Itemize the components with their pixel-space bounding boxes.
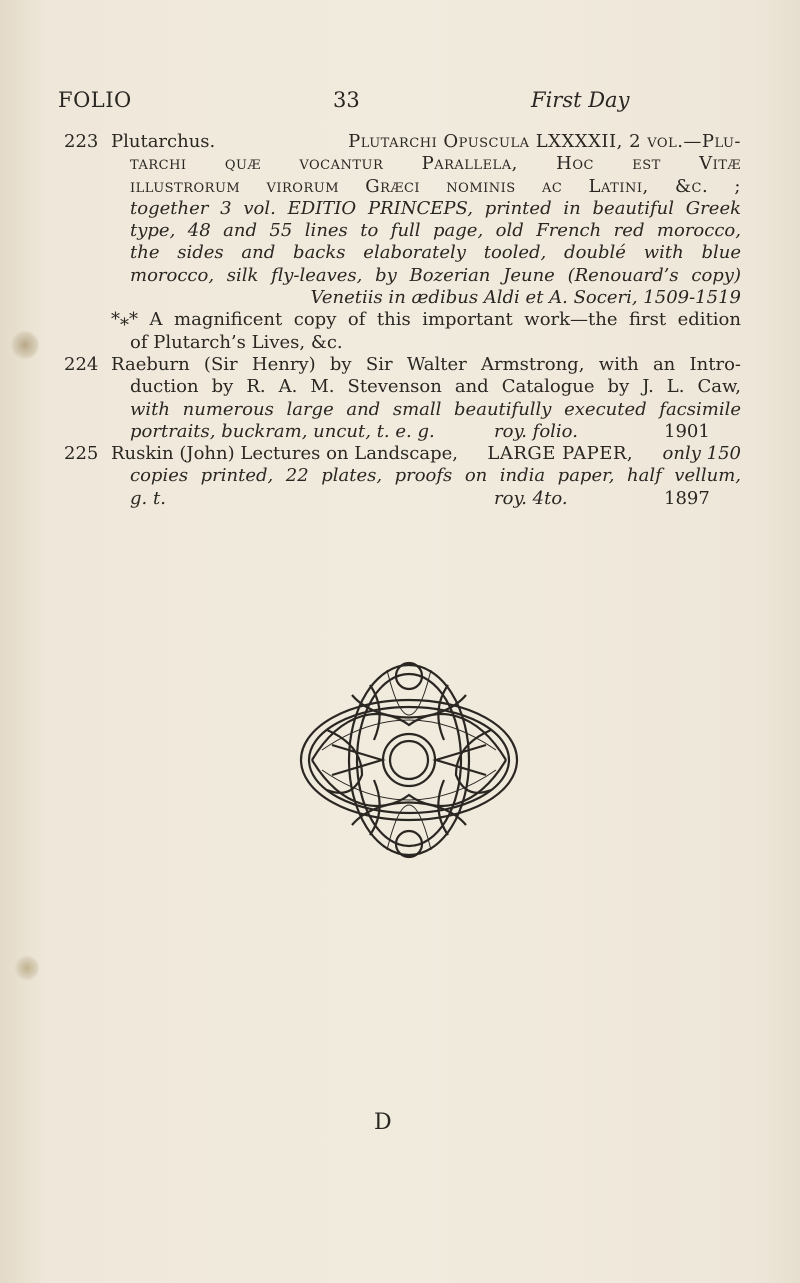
lot-number: 225 [64,443,99,464]
lot-line [111,198,741,220]
lot-line-text: together 3 vol. EDITIO PRINCEPS, printed in beautiful Greek [130,197,741,219]
binding-text: g. t. [130,487,166,509]
lot-line-text: Ruskin (John) Lectures on Landscape, [111,443,458,464]
lot-note: of Plutarch’s Lives, &c. [130,331,343,353]
lot-line-text: copies printed, 22 plates, proofs on india paper, half vellum, [130,465,741,487]
lot-line [111,465,741,487]
lot-description [111,131,741,354]
paper-stain [10,330,40,360]
lot-line: Raeburn (Sir Henry) by Sir Walter Armstrong, with an Intro- [111,354,741,375]
running-head-day: First Day [531,88,630,112]
lot-line-text: morocco, silk fly-leaves, by Bozerian Jeune (Renouard’s copy) [130,264,741,286]
lot-number: 223 [64,131,99,152]
lot-line [111,220,741,242]
lot-line [111,488,741,510]
title-text: Plutarchi Opuscula LXXXXII, 2 vol.—Plu- [348,131,741,152]
binding-text: portraits, buckram, uncut, t. e. g. [130,420,435,442]
edition-size-text: only 150 [662,443,741,464]
year-text: 1901 [664,420,710,442]
lot-line-text: the sides and backs elaborately tooled, doublé with blue [130,242,741,264]
lot-line-text: type, 48 and 55 lines to full page, old French red morocco, [130,220,741,242]
page-number: 33 [333,88,360,112]
lot-number: 224 [64,354,99,375]
author-heading: Plutarchus. [111,131,216,152]
lot-imprint [111,287,741,309]
lot-line [111,242,741,264]
lot-line: tarchi quæ vocantur Parallela, Hoc est Vitæ [130,153,741,175]
imprint-text: Venetiis in ædibus Aldi et A. Soceri, 1509-1519 [310,287,741,309]
large-paper-text: LARGE PAPER, [487,443,634,464]
lot-line [111,399,741,421]
lot-line-text: with numerous large and small beautifully executed facsimile [130,398,741,420]
lot-line [111,265,741,287]
lot-description [111,354,741,443]
lot-line [111,131,741,153]
format-text: roy. 4to. [494,487,568,509]
lot-line: illustrorum virorum Græci nominis ac Latini, &c. ; [130,175,741,197]
lot-note: *⁎* A magnificent copy of this important work—the first edition [111,309,741,331]
lot-line: duction by R. A. M. Stevenson and Catalogue by J. L. Caw, [130,376,741,398]
paper-stain [14,955,40,981]
signature-mark: D [374,1110,392,1135]
lot-line [111,443,741,465]
knot-ornament-icon [292,650,526,870]
lot-line [111,421,741,443]
running-head-folio: FOLIO [58,88,132,112]
lot-description [111,443,741,510]
year-text: 1897 [664,487,710,509]
format-text: roy. folio. [494,420,578,442]
